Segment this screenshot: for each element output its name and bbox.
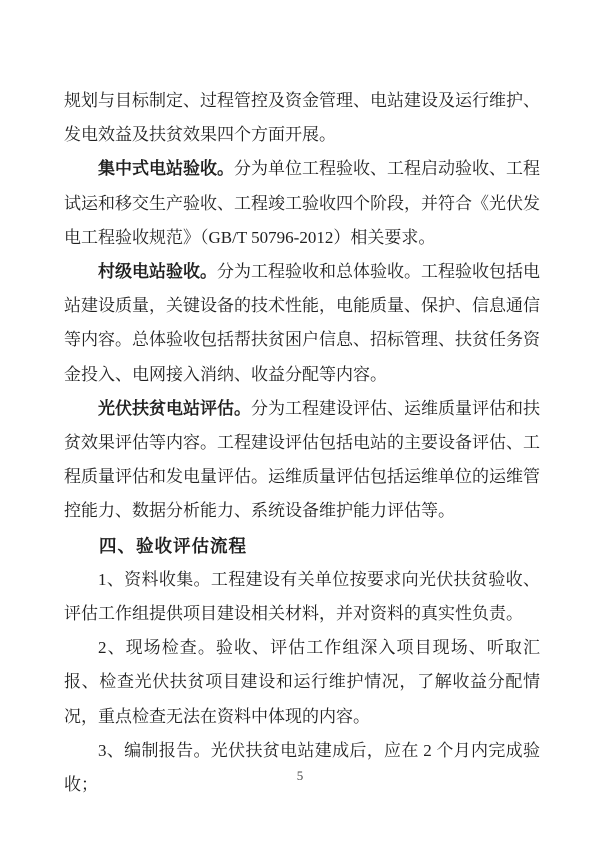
- section-heading-acceptance-evaluation-process: 四、验收评估流程: [99, 535, 247, 556]
- paragraph-lead-text: 村级电站验收。: [98, 262, 217, 282]
- paragraph-step-site-inspection: [64, 631, 540, 734]
- paragraph-scope-continuation: [64, 84, 540, 152]
- paragraph-text: 分为单位工程验收、工程启动验收、工程试运和移交生产验收、工程竣工验收四个阶段，并符合《光伏发电工程验收规范》（GB/T 50796-2012）相关要求。: [64, 159, 540, 247]
- paragraph-pv-poverty-station-evaluation: [64, 392, 540, 529]
- paragraph-text: 规划与目标制定、过程管控及资金管理、电站建设及运行维护、发电效益及扶贫效果四个方面开展。: [64, 91, 540, 145]
- paragraph-village-station-acceptance: [64, 255, 540, 392]
- paragraph-text: 1、资料收集。工程建设有关单位按要求向光伏扶贫验收、评估工作组提供项目建设相关材料，并对资料的真实性负责。: [64, 569, 540, 624]
- paragraph-lead-text: 光伏扶贫电站评估。: [98, 398, 251, 418]
- paragraph-text: 2、现场检查。验收、评估工作组深入项目现场、听取汇报、检查光伏扶贫项目建设和运行维护情况，了解收益分配情况，重点检查无法在资料中体现的内容。: [64, 638, 540, 726]
- paragraph-step-data-collection: [64, 563, 540, 631]
- paragraph-text: 分为工程验收和总体验收。工程验收包括电站建设质量，关键设备的技术性能，电能质量、保护、信息通信等内容。总体验收包括帮扶贫困户信息、招标管理、扶贫任务资金投入、电网接入消纳、收益分配等内容。: [64, 262, 540, 384]
- document-body: [64, 84, 540, 802]
- paragraph-centralized-station-acceptance: [64, 152, 540, 255]
- page-number: 5: [296, 768, 304, 783]
- paragraph-text: 3、编制报告。光伏扶贫电站建成后，应在 2 个月内完成验收；: [64, 740, 540, 795]
- paragraph-text: 分为工程建设评估、运维质量评估和扶贫效果评估等内容。工程建设评估包括电站的主要设备评估、工程质量评估和发电量评估。运维质量评估包括运维单位的运维管控能力、数据分析能力、系统设备维护能力评估等。: [64, 398, 540, 521]
- paragraph-lead-text: 集中式电站验收。: [98, 159, 234, 179]
